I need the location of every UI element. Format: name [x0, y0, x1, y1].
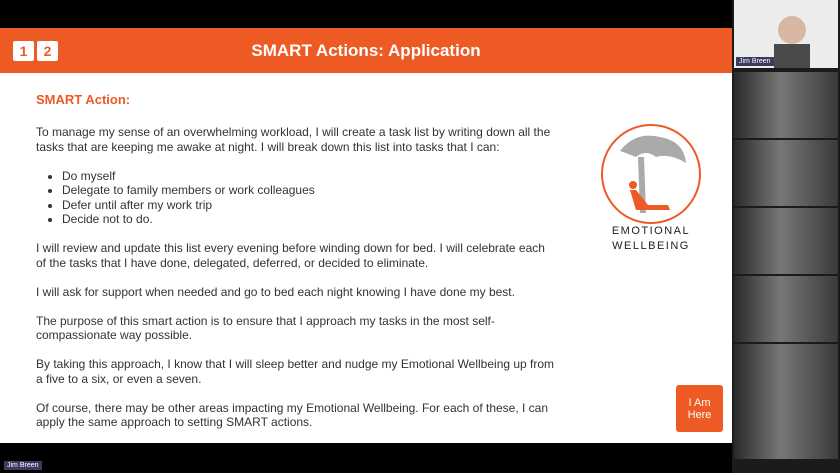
paragraph: Of course, there may be other areas impacting my Emotional Wellbeing. For each of these, I can apply the same approach to setting SMART actions.	[36, 400, 549, 429]
list-item: • Defer until after my work trip	[62, 198, 556, 213]
paragraph: By taking this approach, I know that I will sleep better and nudge my Emotional Wellbeing up from a five to a six, or even a seven.	[36, 357, 555, 386]
logo-part-1: 1	[13, 41, 34, 61]
participant-video-tile[interactable]	[734, 72, 838, 138]
badge-label-line1: EMOTIONAL	[611, 225, 691, 237]
participant-video-tile[interactable]	[734, 140, 838, 206]
logo-part-2: 2	[37, 41, 58, 61]
title-banner	[0, 28, 732, 73]
task-list	[36, 169, 556, 227]
self-name-tag: Jim Breen	[4, 461, 42, 470]
intro-paragraph: To manage my sense of an overwhelming workload, I will create a task list by writing down all the tasks that are keeping me awake at night. I will break down this list into tasks that I can:	[36, 125, 551, 154]
participant-video-tile[interactable]	[734, 404, 838, 459]
emotional-wellbeing-icon	[600, 123, 702, 225]
one-two-logo	[13, 41, 61, 61]
badge-label	[600, 224, 702, 254]
list-item: • Decide not to do.	[62, 212, 556, 227]
slide-title: SMART Actions: Application	[251, 41, 481, 60]
paragraph: The purpose of this smart action is to ensure that I approach my tasks in the most self-compassionate way possible.	[36, 313, 495, 342]
badge-label-line2: WELLBEING	[612, 240, 690, 252]
active-speaker-name: Jim Breen	[736, 57, 774, 66]
brand-line2: Here	[687, 408, 712, 421]
i-am-here-logo	[676, 385, 723, 432]
list-item: • Do myself	[62, 169, 556, 184]
brand-line1: I Am	[688, 396, 711, 409]
slide-body	[36, 125, 556, 443]
participant-video-tile[interactable]	[734, 276, 838, 342]
list-item: • Delegate to family members or work colleagues	[62, 183, 556, 198]
smart-action-heading: SMART Action:	[36, 92, 131, 107]
participant-video-tile[interactable]	[734, 344, 838, 410]
participant-video-tile[interactable]	[734, 208, 838, 274]
paragraph: I will review and update this list every evening before winding down for bed. I will celebrate each of the tasks that I have done, delegated, deferred, or decided to eliminate.	[36, 241, 545, 270]
presentation-slide	[0, 28, 732, 443]
paragraph: I will ask for support when needed and go to bed each night knowing I have done my best.	[36, 284, 515, 299]
